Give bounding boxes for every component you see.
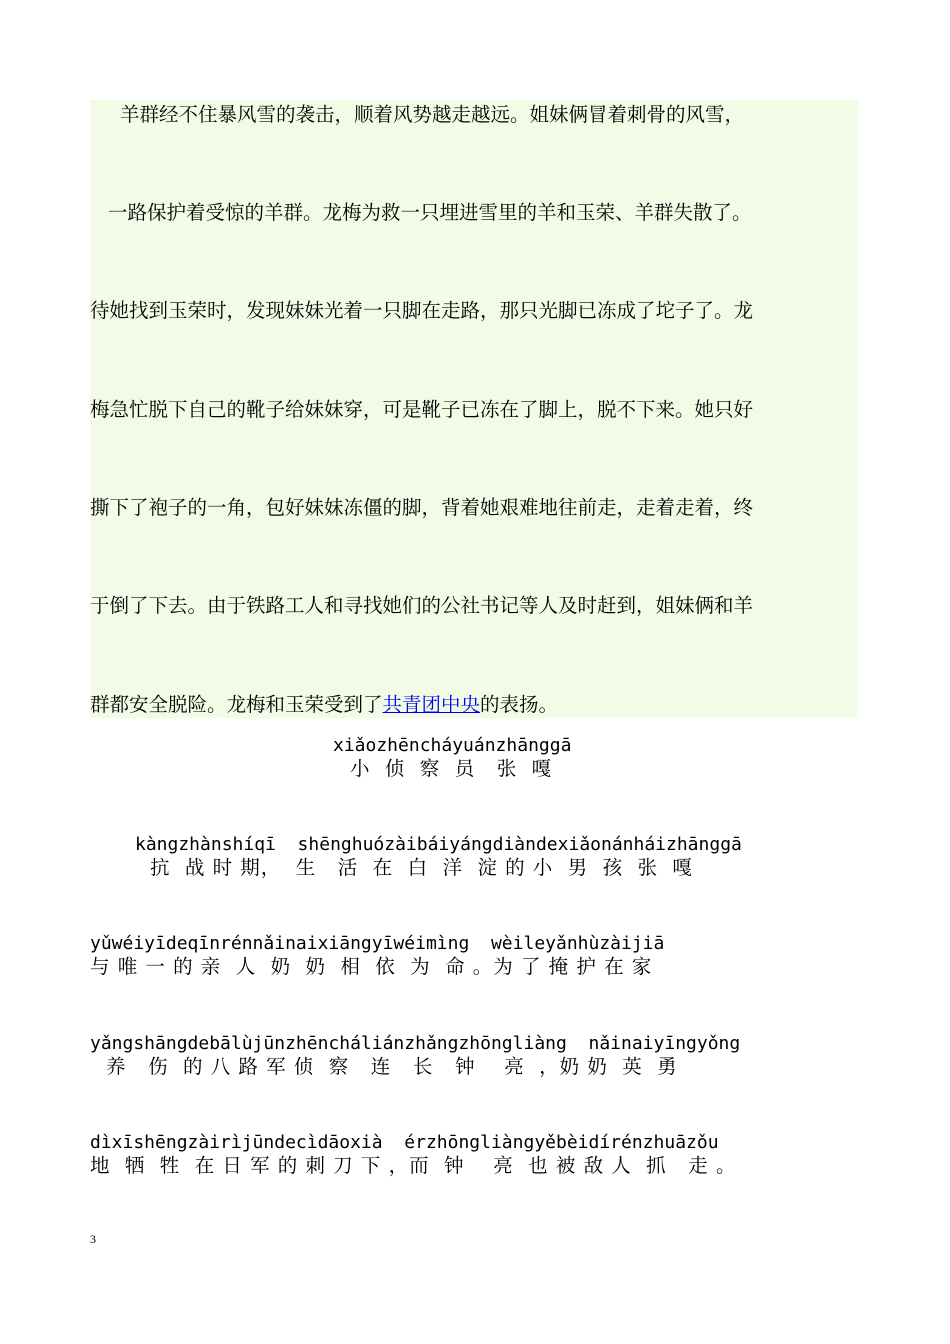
passage-hanzi-3: 养 伤 的 八 路 军 侦 察 连 长 钟 亮 ，奶 奶 英 勇 (106, 1055, 678, 1078)
story-line-7-text-start: 群都安全脱险。龙梅和玉荣受到了 (90, 693, 383, 716)
passage-hanzi-1: 抗 战 时 期， 生 活 在 白 洋 淀 的 小 男 孩 张 嘎 (150, 856, 693, 879)
story-line-4: 梅急忙脱下自己的靴子给妹妹穿，可是靴子已冻在了脚上，脱不下来。她只好 (90, 398, 754, 421)
passage-hanzi-2: 与 唯 一 的 亲 人 奶 奶 相 依 为 命 。为 了 掩 护 在 家 (90, 955, 653, 978)
story-line-3: 待她找到玉荣时，发现妹妹光着一只脚在走路，那只光脚已冻成了坨子了。龙 (90, 299, 754, 322)
passage-hanzi-4: 地 牺 牲 在 日 军 的 刺 刀 下 ，而 钟 亮 也 被 敌 人 抓 走 。 (90, 1154, 737, 1177)
youth-league-link[interactable]: 共青团中央 (382, 693, 481, 716)
story-line-6: 于倒了下去。由于铁路工人和寻找她们的公社书记等人及时赶到，姐妹俩和羊 (90, 594, 754, 617)
page-number: 3 (90, 1232, 96, 1246)
passage-pinyin-1: kàngzhànshíqī shēnghuózàibáiyángdiàndexiǎonánháizhānggā (135, 834, 742, 855)
passage-pinyin-3: yǎngshāngdebālùjūnzhēncháliánzhǎngzhōngliàng nǎinaiyīngyǒng (90, 1033, 741, 1054)
story-line-1: 羊群经不住暴风雪的袭击，顺着风势越走越远。姐妹俩冒着刺骨的风雪， (120, 103, 745, 126)
story-line-7 (90, 690, 858, 720)
story-line-5: 撕下了袍子的一角，包好妹妹冻僵的脚，背着她艰难地往前走，走着走着，终 (90, 496, 754, 519)
passage-pinyin-2: yǔwéiyīdeqīnrénnǎinaixiāngyīwéimìng wèileyǎnhùzàijiā (90, 933, 665, 954)
story-line-7-text-end: 的表扬。 (480, 693, 559, 716)
passage-pinyin-4: dìxīshēngzàirìjūndecìdāoxià érzhōngliàngyěbèidírénzhuāzǒu (90, 1132, 719, 1153)
title-hanzi: 小 侦 察 员 张 嘎 (350, 757, 553, 780)
title-pinyin: xiǎozhēncháyuánzhānggā (333, 735, 572, 756)
story-line-2: 一路保护着受惊的羊群。龙梅为救一只埋进雪里的羊和玉荣、羊群失散了。 (108, 201, 752, 224)
